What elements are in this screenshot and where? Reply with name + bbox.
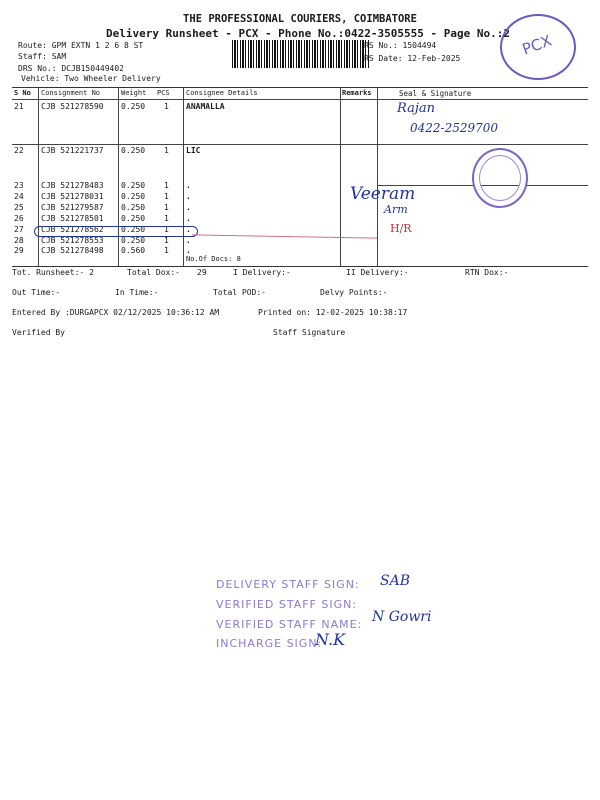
handwritten-remark: H/R — [390, 222, 412, 235]
cell-pcs: 1 — [164, 192, 169, 201]
strike-line — [192, 234, 377, 238]
total-pod: Total POD:- — [213, 288, 266, 297]
col-seal-signature: Seal & Signature — [399, 89, 472, 98]
in-time: In Time:- — [115, 288, 159, 297]
cell-sno: 26 — [14, 214, 24, 223]
rtn-dox: RTN Dox:- — [465, 268, 509, 277]
cell-weight: 0.560 — [121, 246, 146, 255]
printed-on: Printed on: 12-02-2025 10:38:17 — [258, 308, 408, 317]
runsheet-subtitle: Delivery Runsheet - PCX - Phone No.:0422-3505555 - Page No.:2 — [106, 27, 510, 40]
incharge-sign-label: INCHARGE SIGN: — [216, 637, 323, 650]
cell-pcs: 1 — [164, 102, 169, 111]
cell-pcs: 1 — [164, 236, 169, 245]
cell-sno: 21 — [14, 102, 24, 111]
verified-staff-name-label: VERIFIED STAFF NAME: — [216, 618, 363, 631]
cell-weight: 0.250 — [121, 192, 146, 201]
cell-sno: 27 — [14, 225, 24, 234]
entered-by: Entered By :DURGAPCX 02/12/2025 10:36:12 AM — [12, 308, 220, 317]
col-sno: S No — [14, 89, 31, 97]
delivery-staff-sign-value: SAB — [380, 573, 410, 589]
ii-delivery: II Delivery:- — [346, 268, 409, 277]
handwritten-signature-2: Arm — [384, 203, 408, 216]
handwritten-signature-block: Veeram — [350, 184, 416, 204]
col-consignment: Consignment No — [41, 89, 101, 97]
cell-consignee: . — [186, 192, 191, 201]
verified-by: Verified By — [12, 328, 65, 337]
cell-cn: CJB 521278553 — [41, 236, 104, 245]
cell-consignee: . — [186, 236, 191, 245]
pcx-stamp-text: PCX — [519, 31, 554, 59]
consignment-table — [12, 87, 588, 267]
cell-cn: CJB 521221737 — [41, 146, 104, 155]
i-delivery: I Delivery:- — [233, 268, 291, 277]
cell-pcs: 1 — [164, 214, 169, 223]
cell-sno: 23 — [14, 181, 24, 190]
staff-signature: Staff Signature — [273, 328, 346, 337]
cell-consignee: . — [186, 214, 191, 223]
col-pcs: PCS — [157, 89, 170, 97]
tot-runsheet: Tot. Runsheet:- 2 — [12, 268, 94, 277]
col-remarks: Remarks — [342, 89, 372, 97]
cell-consignee: ANAMALLA — [186, 102, 225, 111]
total-dox-value: 29 — [197, 268, 207, 277]
cell-sno: 29 — [14, 246, 24, 255]
cell-cn: CJB 521279587 — [41, 203, 104, 212]
cell-pcs: 1 — [164, 246, 169, 255]
barcode — [232, 40, 370, 68]
incharge-sign-value: N.K — [315, 630, 346, 649]
pcx-stamp — [500, 14, 576, 80]
rs-date: RS Date: 12-Feb-2025 — [364, 54, 461, 63]
cell-sno: 28 — [14, 236, 24, 245]
cell-consignee: . — [186, 246, 191, 255]
col-consignee: Consignee Details — [186, 89, 258, 97]
handwritten-signature: Rajan — [397, 101, 435, 116]
cell-cn: CJB 521278562 — [41, 225, 104, 234]
rs-no: RS No.: 1504494 — [364, 41, 437, 50]
cell-sno: 22 — [14, 146, 24, 155]
staff: Staff: SAM — [18, 52, 67, 61]
cell-cn: CJB 521278590 — [41, 102, 104, 111]
cell-weight: 0.250 — [121, 146, 146, 155]
cell-weight: 0.250 — [121, 203, 146, 212]
lic-seal — [472, 148, 528, 208]
verified-staff-sign-label: VERIFIED STAFF SIGN: — [216, 598, 358, 611]
out-time: Out Time:- — [12, 288, 61, 297]
cell-consignee: . — [186, 203, 191, 212]
cell-weight: 0.250 — [121, 102, 146, 111]
cell-pcs: 1 — [164, 181, 169, 190]
cell-consignee: LIC — [186, 146, 201, 155]
cell-consignee: . — [186, 225, 191, 234]
company-name: THE PROFESSIONAL COURIERS, COIMBATORE — [183, 13, 417, 25]
cell-pcs: 1 — [164, 225, 169, 234]
cell-cn: CJB 521278483 — [41, 181, 104, 190]
route: Route: GPM EXTN 1 2 6 8 ST — [18, 41, 144, 50]
delivery-staff-sign-label: DELIVERY STAFF SIGN: — [216, 578, 360, 591]
delvy-points: Delvy Points:- — [320, 288, 388, 297]
cell-cn: CJB 521278498 — [41, 246, 104, 255]
total-dox-label: Total Dox:- — [127, 268, 180, 277]
cell-pcs: 1 — [164, 146, 169, 155]
row-27-circle — [34, 226, 198, 237]
cell-weight: 0.250 — [121, 236, 146, 245]
cell-weight: 0.250 — [121, 181, 146, 190]
cell-sno: 24 — [14, 192, 24, 201]
cell-cn: CJB 521278501 — [41, 214, 104, 223]
no-of-docs: No.Of Docs: 8 — [186, 255, 241, 263]
cell-sno: 25 — [14, 203, 24, 212]
vehicle: Vehicle: Two Wheeler Delivery — [21, 74, 161, 83]
drs-no: DRS No.: DCJB150449402 — [18, 64, 124, 73]
handwritten-phone: 0422-2529700 — [410, 121, 499, 135]
verified-staff-name-value: N Gowri — [372, 609, 432, 625]
col-weight: Weight — [121, 89, 147, 97]
cell-pcs: 1 — [164, 203, 169, 212]
cell-weight: 0.250 — [121, 214, 146, 223]
cell-weight: 0.250 — [121, 225, 146, 234]
cell-cn: CJB 521278031 — [41, 192, 104, 201]
cell-consignee: . — [186, 181, 191, 190]
